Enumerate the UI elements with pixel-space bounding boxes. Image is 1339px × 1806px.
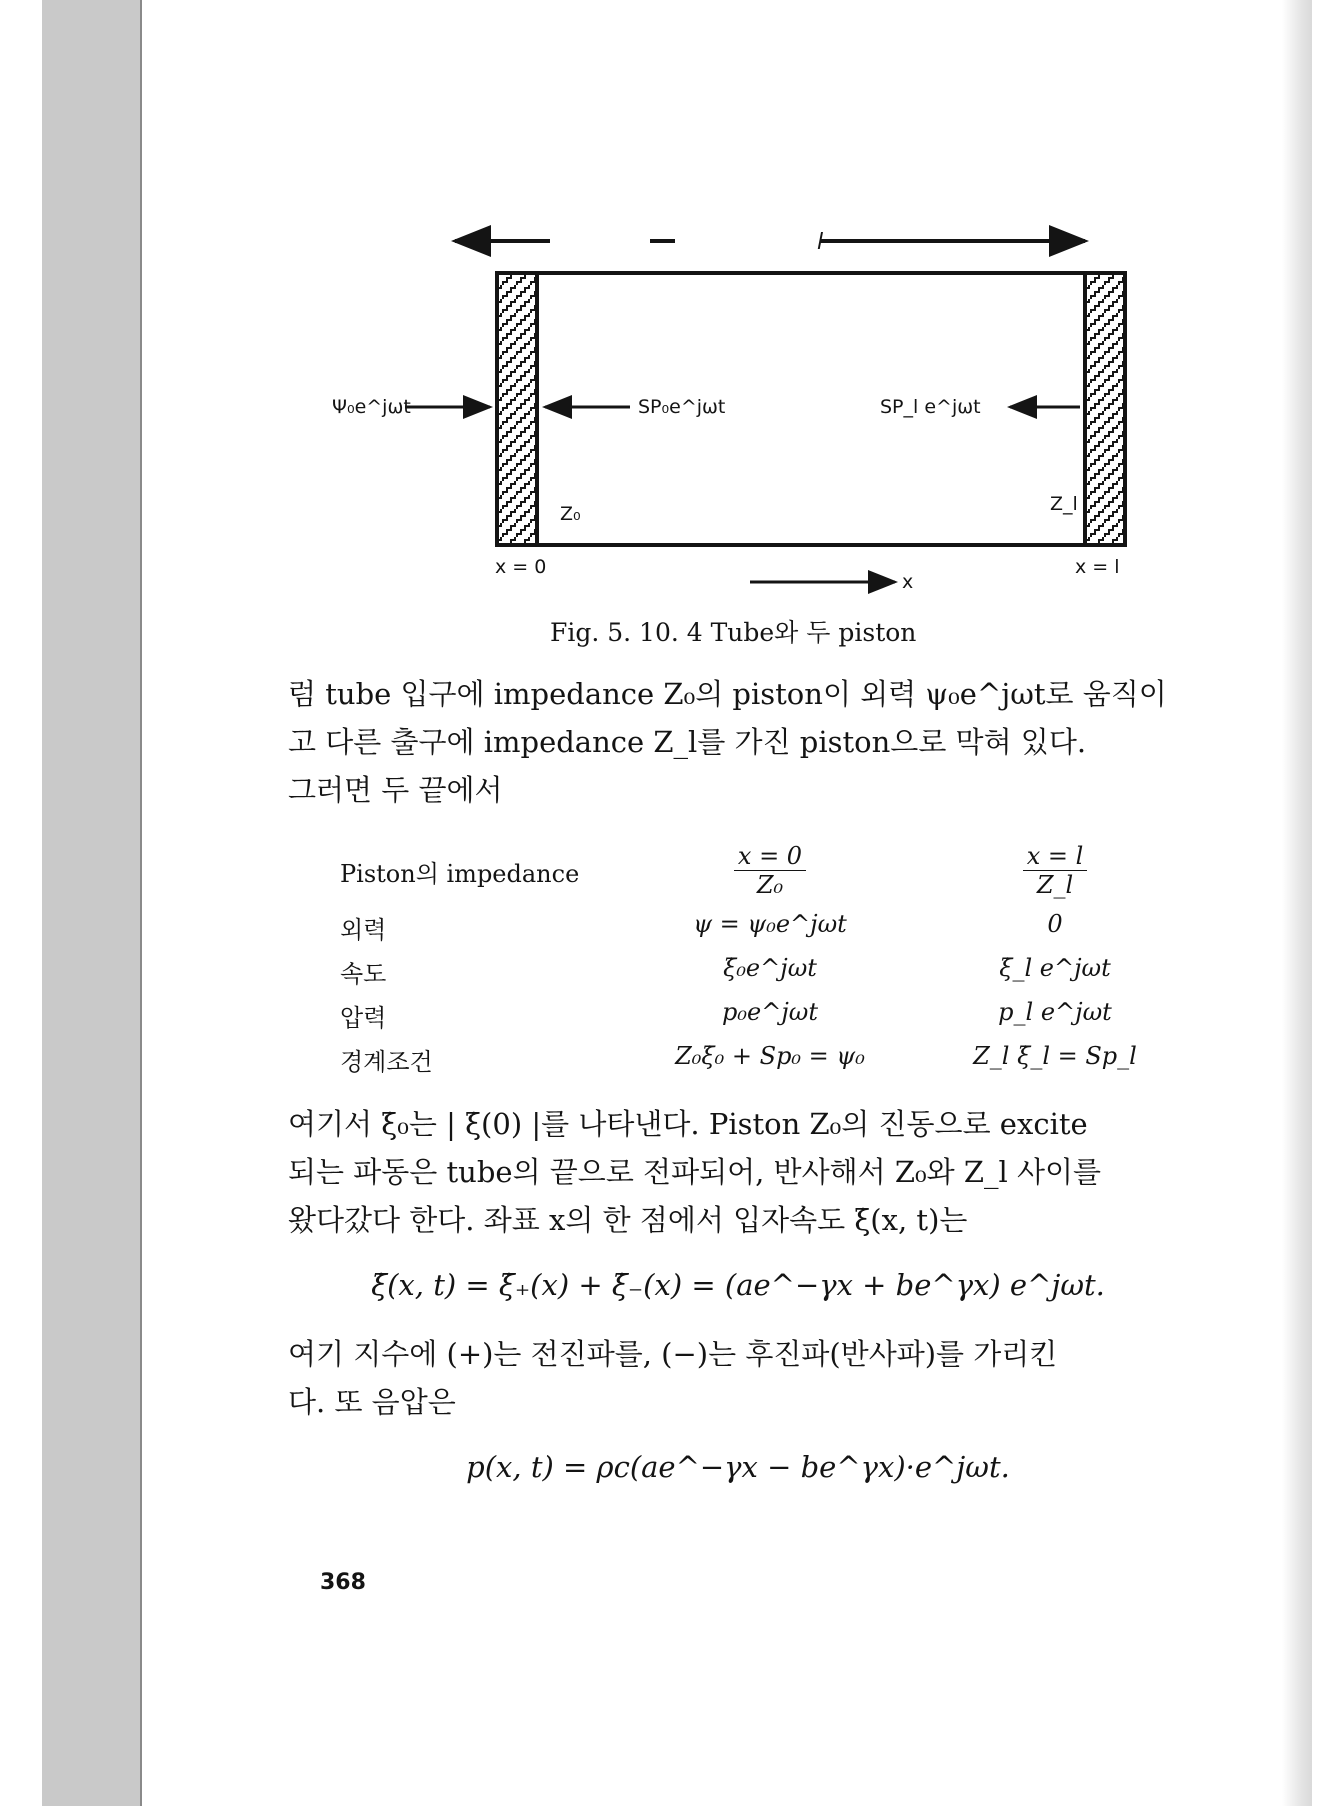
- figure-caption: Fig. 5. 10. 4 Tube와 두 piston: [550, 618, 917, 647]
- table-row-label: 경계조건: [340, 1048, 433, 1076]
- table-cell-x0: ξ̇₀e^jωt: [723, 954, 817, 982]
- paragraph-line: 여기 지수에 (+)는 전진파를, (−)는 후진파(반사파)를 가리킨: [288, 1337, 1058, 1371]
- table-cell-xl: Z_l ξ̇_l = Sp_l: [973, 1042, 1137, 1070]
- velocity-equation: ξ̇(x, t) = ξ̇₊(x) + ξ̇₋(x) = (ae^−γx + be^γx) e^jωt.: [371, 1268, 1105, 1302]
- left-reaction-label: SP₀e^jωt: [638, 396, 726, 418]
- page-number: 368: [320, 1570, 366, 1595]
- table-row-label: 속도: [340, 960, 387, 988]
- table-row: [340, 910, 1160, 950]
- table-cell-x0: ψ = ψ₀e^jωt: [693, 910, 847, 938]
- paragraph-1: [288, 670, 1188, 814]
- paragraph-2: [288, 1100, 1188, 1244]
- force-label: Ψ₀e^jωt: [332, 396, 411, 418]
- table-row-label: 압력: [340, 1004, 387, 1032]
- paragraph-line: 다. 또 음압은: [288, 1385, 456, 1419]
- table-cell-x0: Z₀ξ̇₀ + Sp₀ = ψ₀: [675, 1042, 865, 1070]
- table-header-xl-den: Z_l: [1036, 871, 1074, 899]
- paragraph-line: 여기서 ξ̇₀는 | ξ̇(0) |를 나타낸다. Piston Z₀의 진동으로 excite: [288, 1107, 1088, 1141]
- table-row: [340, 1042, 1160, 1082]
- z0-label: Z₀: [560, 503, 581, 525]
- table-header-xl: [940, 842, 1170, 899]
- table-row: [340, 954, 1160, 994]
- book-spine: [42, 0, 142, 1806]
- paragraph-line: 왔다갔다 한다. 좌표 x의 한 점에서 입자속도 ξ̇(x, t)는: [288, 1203, 968, 1237]
- x0-label: x = 0: [495, 556, 547, 578]
- tube-piston-diagram: [320, 215, 1180, 595]
- table-header-label: Piston의 impedance: [340, 860, 580, 888]
- table-header-x0: [620, 842, 920, 899]
- table-row: [340, 998, 1160, 1038]
- page-edge: [1282, 0, 1312, 1806]
- table-header-x0-den: Z₀: [756, 871, 784, 899]
- right-piston: [1085, 273, 1125, 545]
- paragraph-line: 그러면 두 끝에서: [288, 773, 503, 807]
- x-axis-label: x: [902, 571, 914, 593]
- table-row-label: 외력: [340, 916, 387, 944]
- table-cell-xl: 0: [1047, 910, 1063, 938]
- table-cell-xl: p_l e^jωt: [998, 998, 1112, 1026]
- table-header-xl-num: x = l: [1023, 842, 1088, 871]
- paragraph-line: 되는 파동은 tube의 끝으로 전파되어, 반사해서 Z₀와 Z_l 사이를: [288, 1155, 1102, 1189]
- right-reaction-label: SP_l e^jωt: [880, 396, 981, 418]
- xl-label: x = l: [1075, 556, 1120, 578]
- left-piston: [497, 273, 537, 545]
- tube-outline: [497, 273, 1125, 545]
- length-label: l: [816, 230, 824, 255]
- table-header-row: [340, 842, 1160, 902]
- paragraph-line: 럼 tube 입구에 impedance Z₀의 piston이 외력 ψ₀e^jωt로 움직이: [288, 677, 1167, 711]
- table-header-x0-num: x = 0: [734, 842, 806, 871]
- paragraph-3: [288, 1330, 1188, 1426]
- zl-label: Z_l: [1050, 493, 1078, 515]
- paragraph-line: 고 다른 출구에 impedance Z_l를 가진 piston으로 막혀 있다.: [288, 725, 1087, 759]
- pressure-equation: p(x, t) = ρc(ae^−γx − be^γx)·e^jωt.: [466, 1450, 1010, 1484]
- table-cell-x0: p₀e^jωt: [722, 998, 818, 1026]
- table-cell-xl: ξ̇_l e^jωt: [999, 954, 1111, 982]
